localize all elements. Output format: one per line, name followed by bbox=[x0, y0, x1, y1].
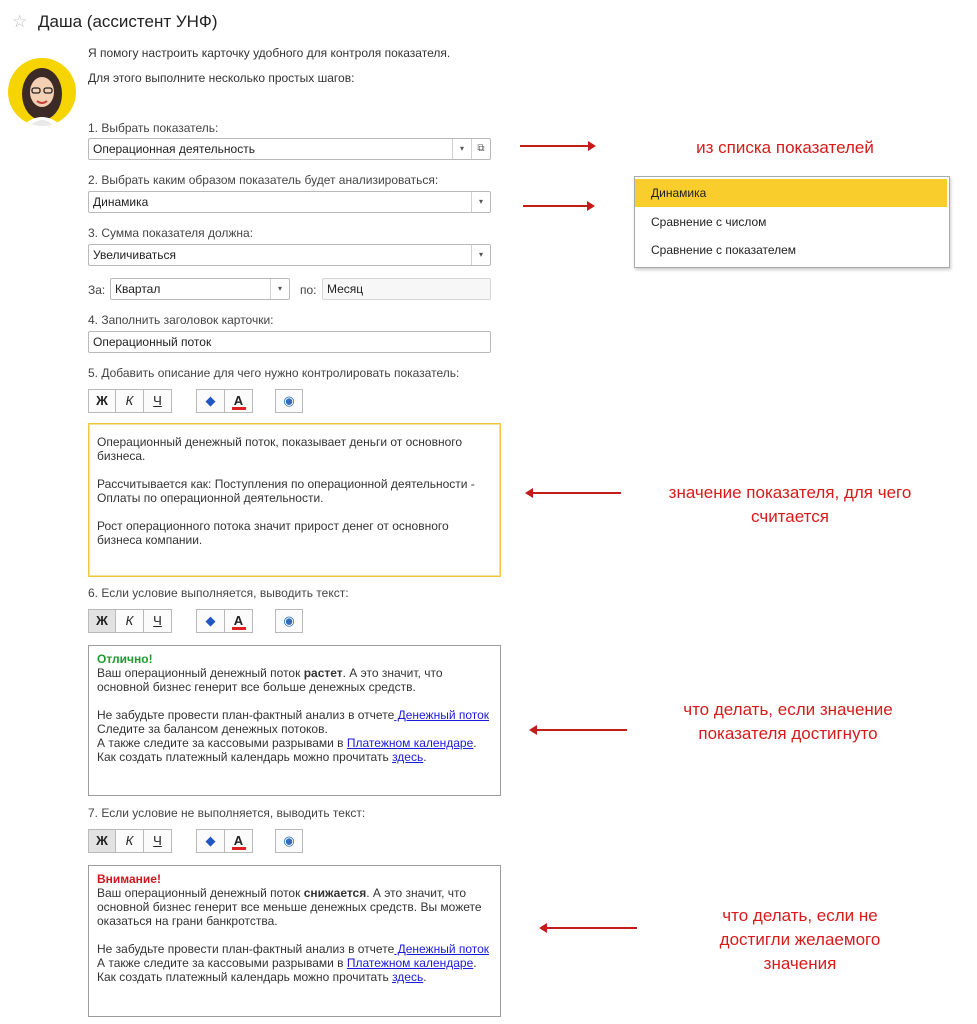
intro-line-1: Я помогу настроить карточку удобного для контроля показателя. bbox=[88, 46, 451, 60]
success-line-5: Как создать платежный календарь можно прочитать здесь. bbox=[97, 750, 427, 764]
dropdown-item-compare-indicator[interactable]: Сравнение с показателем bbox=[651, 243, 797, 257]
sum-direction-value: Увеличиваться bbox=[93, 248, 177, 262]
payment-calendar-link[interactable]: Платежном календаре bbox=[346, 736, 474, 750]
fill-color-button[interactable] bbox=[196, 829, 225, 853]
payment-calendar-link[interactable]: Платежном календаре bbox=[346, 956, 474, 970]
card-title-input[interactable] bbox=[88, 331, 491, 353]
intro-line-2: Для этого выполните несколько простых шагов: bbox=[88, 71, 355, 85]
paint-bucket-icon: ◆ bbox=[205, 833, 216, 848]
failure-line-4: Как создать платежный календарь можно прочитать здесь. bbox=[97, 970, 427, 984]
paint-bucket-icon: ◆ bbox=[205, 613, 216, 628]
card-title-value: Операционный поток bbox=[93, 335, 212, 349]
here-link[interactable]: здесь bbox=[392, 750, 424, 764]
annotation-arrow-4 bbox=[531, 729, 627, 731]
picture-icon: ◉ bbox=[283, 393, 295, 408]
picture-icon: ◉ bbox=[283, 833, 295, 848]
description-p1: Операционный денежный поток, показывает деньги от основного бизнеса. bbox=[97, 435, 463, 463]
annotation-arrow-2 bbox=[523, 205, 593, 207]
step7-label: 7. Если условие не выполняется, выводить текст: bbox=[88, 806, 366, 820]
by-label: по: bbox=[300, 283, 317, 297]
font-color-icon: A bbox=[232, 835, 246, 850]
period-label: За: bbox=[88, 283, 106, 297]
font-color-button[interactable] bbox=[224, 829, 253, 853]
sum-direction-select[interactable] bbox=[88, 244, 491, 266]
period-value: Квартал bbox=[115, 282, 161, 296]
star-icon[interactable]: ☆ bbox=[12, 12, 28, 31]
by-field[interactable] bbox=[322, 278, 491, 300]
paint-bucket-icon: ◆ bbox=[205, 393, 216, 408]
font-color-button[interactable] bbox=[224, 389, 253, 413]
bold-button[interactable]: Ж bbox=[88, 389, 116, 413]
description-p3: Рост операционного потока значит прирост денег от основного бизнеса компании. bbox=[97, 519, 449, 547]
success-line-2: Не забудьте провести план-фактный анализ в отчете Денежный поток bbox=[97, 708, 490, 722]
chevron-down-icon[interactable]: ▾ bbox=[452, 139, 471, 159]
analysis-type-select[interactable] bbox=[88, 191, 491, 213]
success-line-4: А также следите за кассовыми разрывами в Платежном календаре. bbox=[97, 736, 477, 750]
annotation-text-1: из списка показателей bbox=[696, 138, 874, 157]
annotation-arrow-1 bbox=[520, 145, 594, 147]
bold-button[interactable]: Ж bbox=[88, 829, 116, 853]
font-color-button[interactable] bbox=[224, 609, 253, 633]
underline-button[interactable]: Ч bbox=[143, 829, 172, 853]
by-value: Месяц bbox=[327, 282, 364, 296]
period-select[interactable] bbox=[110, 278, 290, 300]
analysis-type-dropdown bbox=[634, 176, 950, 268]
underline-button[interactable]: Ч bbox=[143, 609, 172, 633]
step3-label: 3. Сумма показателя должна: bbox=[88, 226, 254, 240]
failure-line-2: Не забудьте провести план-фактный анализ в отчете Денежный поток bbox=[97, 942, 490, 956]
failure-line-1: Ваш операционный денежный поток снижается. А это значит, что основной бизнес генерит все меньше денежных средств. Вы можете оказаться на грани банкротства. bbox=[97, 886, 482, 928]
success-line-3: Следите за балансом денежных потоков. bbox=[97, 722, 328, 736]
chevron-down-icon[interactable]: ▾ bbox=[270, 279, 289, 299]
italic-button[interactable]: К bbox=[115, 609, 144, 633]
success-line-1: Ваш операционный денежный поток растет. А это значит, что основной бизнес генерит все больше денежных средств. bbox=[97, 666, 443, 694]
step2-label: 2. Выбрать каким образом показатель будет анализироваться: bbox=[88, 173, 439, 187]
cashflow-report-link[interactable]: Денежный поток bbox=[394, 708, 490, 722]
failure-text-editor[interactable] bbox=[88, 865, 501, 1017]
dropdown-item-dynamics[interactable]: Динамика bbox=[635, 179, 947, 207]
italic-button[interactable]: К bbox=[115, 389, 144, 413]
picture-icon: ◉ bbox=[283, 613, 295, 628]
here-link[interactable]: здесь bbox=[392, 970, 424, 984]
font-color-icon: A bbox=[232, 615, 246, 630]
annotation-text-4: что делать, если не достигли желаемого значения bbox=[719, 906, 881, 973]
failure-heading: Внимание! bbox=[97, 872, 161, 886]
cashflow-report-link[interactable]: Денежный поток bbox=[394, 942, 490, 956]
insert-picture-button[interactable] bbox=[275, 829, 303, 853]
success-heading: Отлично! bbox=[97, 652, 153, 666]
step4-label: 4. Заполнить заголовок карточки: bbox=[88, 313, 274, 327]
success-text-editor[interactable] bbox=[88, 645, 501, 796]
insert-picture-button[interactable] bbox=[275, 609, 303, 633]
step1-label: 1. Выбрать показатель: bbox=[88, 121, 219, 135]
open-form-icon[interactable]: ⧉ bbox=[471, 139, 490, 159]
annotation-text-3: что делать, если значение показателя достигнуто bbox=[683, 700, 893, 743]
description-p2: Рассчитывается как: Поступления по операционной деятельности - Оплаты по операционной деятельности. bbox=[97, 477, 475, 505]
underline-button[interactable]: Ч bbox=[143, 389, 172, 413]
chevron-down-icon[interactable]: ▾ bbox=[471, 192, 490, 212]
analysis-type-value: Динамика bbox=[93, 195, 149, 209]
font-color-icon: A bbox=[232, 395, 246, 410]
fill-color-button[interactable] bbox=[196, 389, 225, 413]
bold-button[interactable]: Ж bbox=[88, 609, 116, 633]
step6-label: 6. Если условие выполняется, выводить текст: bbox=[88, 586, 349, 600]
italic-button[interactable]: К bbox=[115, 829, 144, 853]
dropdown-item-compare-number[interactable]: Сравнение с числом bbox=[651, 215, 767, 229]
annotation-arrow-3 bbox=[527, 492, 621, 494]
step5-label: 5. Добавить описание для чего нужно контролировать показатель: bbox=[88, 366, 460, 380]
fill-color-button[interactable] bbox=[196, 609, 225, 633]
avatar bbox=[8, 58, 76, 126]
annotation-arrow-5 bbox=[541, 927, 637, 929]
chevron-down-icon[interactable]: ▾ bbox=[471, 245, 490, 265]
indicator-select[interactable] bbox=[88, 138, 491, 160]
description-editor[interactable] bbox=[88, 423, 501, 577]
insert-picture-button[interactable] bbox=[275, 389, 303, 413]
indicator-value: Операционная деятельность bbox=[93, 142, 255, 156]
window-title: Даша (ассистент УНФ) bbox=[38, 12, 218, 31]
annotation-text-2: значение показателя, для чего считается bbox=[668, 483, 912, 526]
failure-line-3: А также следите за кассовыми разрывами в Платежном календаре. bbox=[97, 956, 477, 970]
